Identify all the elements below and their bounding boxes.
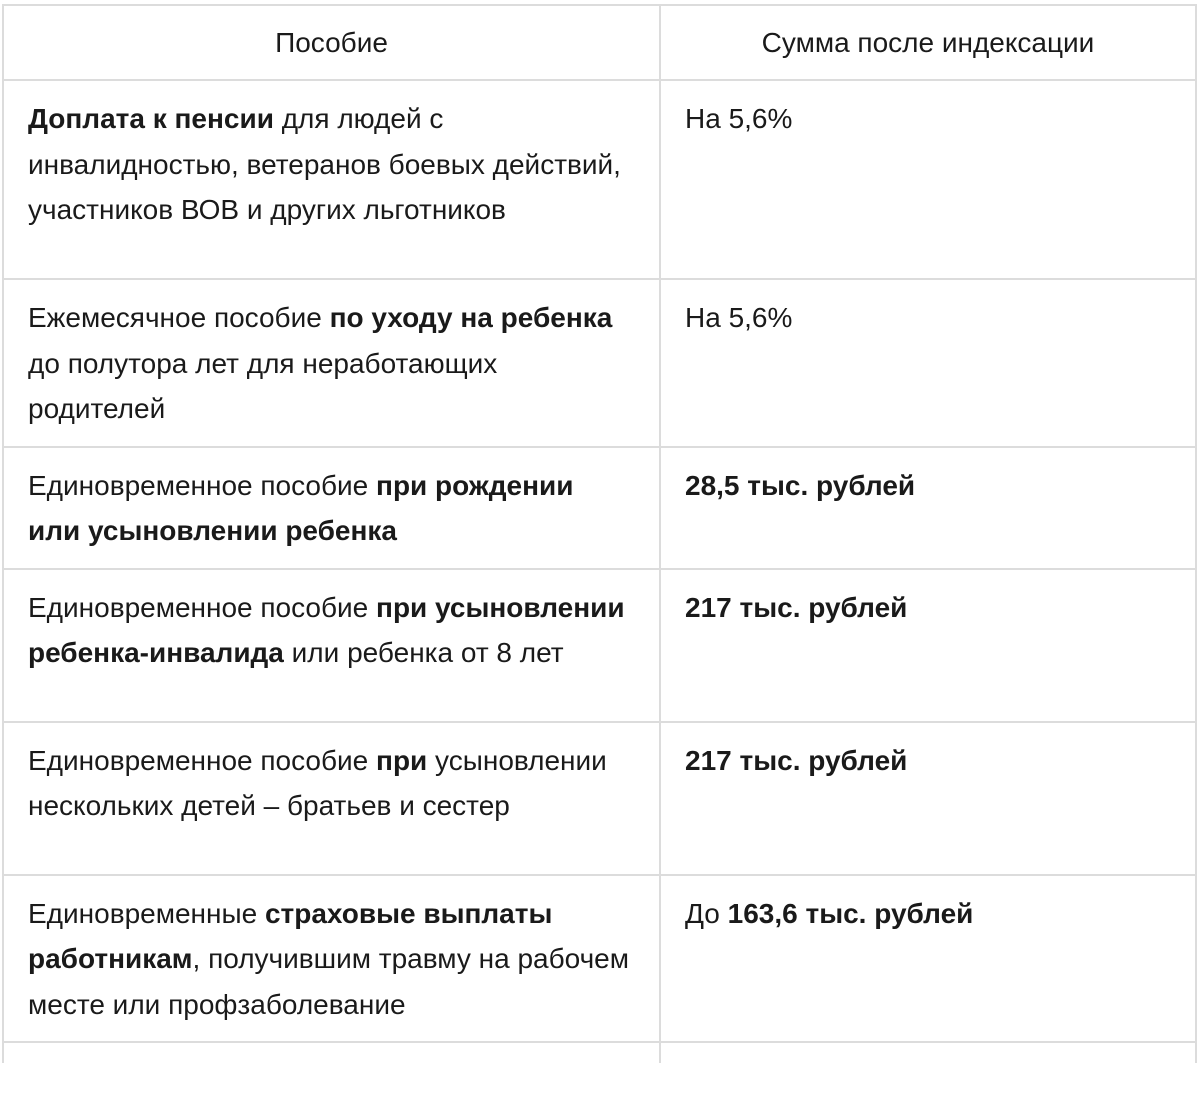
benefit-bold-text: Доплата к пенсии bbox=[28, 103, 274, 134]
column-header-amount: Сумма после индексации bbox=[660, 5, 1196, 80]
table-row bbox=[3, 279, 1196, 447]
amount-text: На 5,6% bbox=[685, 103, 793, 134]
benefit-text: Единовременное пособие bbox=[28, 469, 377, 501]
amount-cell bbox=[660, 875, 1196, 1043]
amount-bold-text: 217 тыс. рублей bbox=[685, 591, 908, 623]
benefit-text: Единовременное пособие bbox=[28, 591, 377, 623]
amount-cell bbox=[660, 80, 1196, 279]
benefit-cell bbox=[3, 279, 660, 447]
benefits-table bbox=[2, 4, 1197, 1063]
amount-bold-text: 28,5 тыс. рублей bbox=[685, 469, 916, 501]
table-row bbox=[3, 569, 1196, 722]
benefit-text: или ребенка от 8 лет bbox=[283, 637, 564, 668]
table-row bbox=[3, 80, 1196, 279]
amount-cell bbox=[660, 1042, 1196, 1063]
benefit-cell bbox=[3, 569, 660, 722]
benefit-text: , получившим травму на рабочем месте или профзаболевание bbox=[28, 943, 630, 1020]
benefit-cell bbox=[3, 875, 660, 1043]
benefit-cell bbox=[3, 722, 660, 875]
benefit-text: для людей с инвалидностью, ветеранов боевых действий, участников ВОВ и других льготников bbox=[28, 103, 621, 225]
amount-bold-text: 163,6 тыс. рублей bbox=[727, 897, 974, 929]
table-row bbox=[3, 447, 1196, 569]
benefit-bold-text: по уходу на ребенка bbox=[329, 302, 613, 333]
benefit-cell bbox=[3, 1042, 660, 1063]
benefit-text: Ежемесячное пособие bbox=[28, 302, 330, 333]
benefit-text: Единовременные bbox=[28, 897, 265, 929]
benefit-cell bbox=[3, 447, 660, 569]
benefit-bold-text: при рождении или усыновлении ребенка bbox=[28, 469, 574, 546]
benefit-bold-text: при усыновлении ребенка-инвалида bbox=[28, 591, 625, 668]
amount-cell bbox=[660, 722, 1196, 875]
benefit-text: усыновлении нескольких детей – братьев и сестер bbox=[28, 744, 607, 821]
benefit-bold-text: при bbox=[376, 744, 428, 776]
table-header-row bbox=[3, 5, 1196, 80]
table-row bbox=[3, 875, 1196, 1043]
table-row bbox=[3, 722, 1196, 875]
amount-text: На 5,6% bbox=[685, 302, 793, 333]
benefit-bold-text: страховые выплаты работникам bbox=[28, 897, 553, 974]
amount-cell bbox=[660, 569, 1196, 722]
amount-text: До bbox=[685, 897, 728, 929]
table-row-partial bbox=[3, 1042, 1196, 1063]
amount-bold-text: 217 тыс. рублей bbox=[685, 744, 908, 776]
benefit-text: Единовременное пособие bbox=[28, 744, 377, 776]
benefit-cell bbox=[3, 80, 660, 279]
amount-cell bbox=[660, 279, 1196, 447]
benefit-text: до полутора лет для неработающих родителей bbox=[28, 347, 498, 424]
amount-cell bbox=[660, 447, 1196, 569]
column-header-benefit: Пособие bbox=[3, 5, 660, 80]
